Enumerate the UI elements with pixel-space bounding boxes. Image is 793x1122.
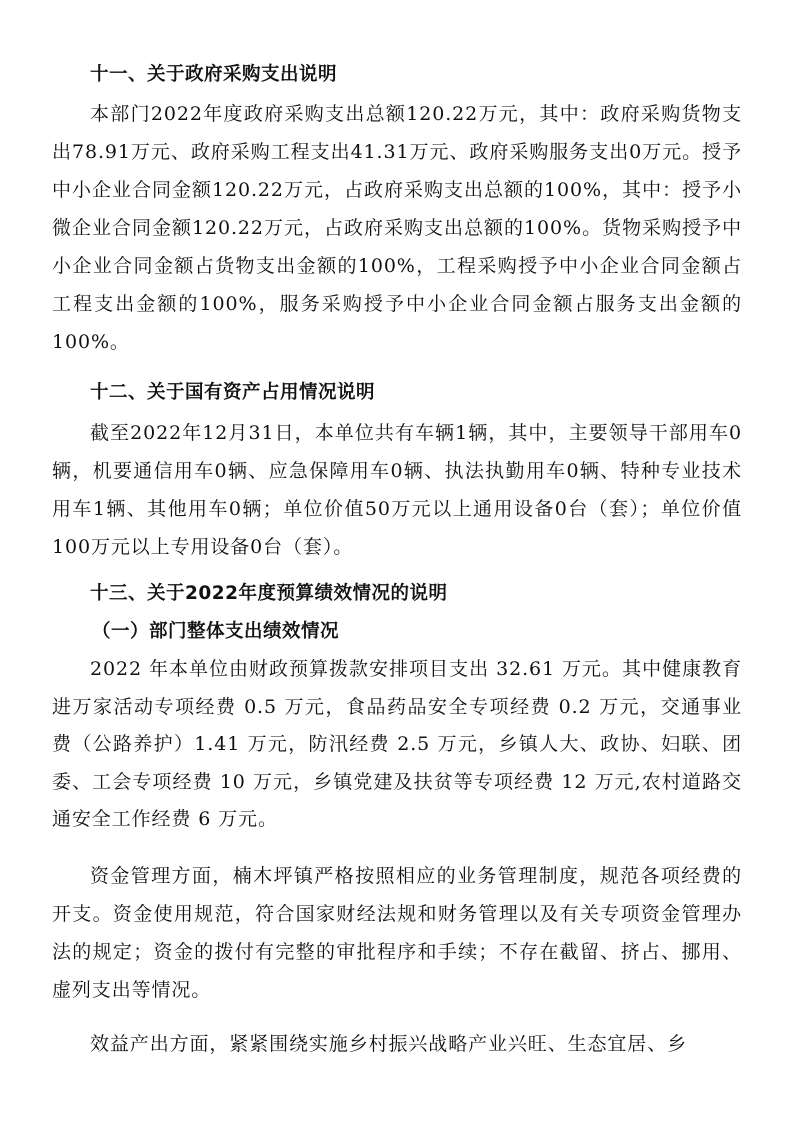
section-12-title: 十二、关于国有资产占用情况说明 [90,382,376,403]
section-13-title: 十三、关于2022年度预算绩效情况的说明 [90,583,448,604]
section-13-subtitle: （一）部门整体支出绩效情况 [92,621,340,642]
section-11-title: 十一、关于政府采购支出说明 [90,64,338,85]
section-13-paragraph-3: 效益产出方面，紧紧围绕实施乡村振兴战略产业兴旺、生态宜居、乡 [90,1033,688,1055]
section-12-paragraph: 截至2022年12月31日，本单位共有车辆1辆，其中，主要领导干部用车0辆，机要通信用车0辆、应急保障用车0辆、执法执勤用车0辆、特种专业技术用车1辆、其他用车0辆；单位价值50万元以上通用设备0台（套）；单位价值100万元以上专用设备0台（套）。 [52,422,742,558]
section-11-paragraph: 本部门2022年度政府采购支出总额120.22万元，其中：政府采购货物支出78.91万元、政府采购工程支出41.31万元、政府采购服务支出0万元。授予中小企业合同金额120.22万元，占政府采购支出总额的100%，其中：授予小微企业合同金额120.22万元，占政府采购支出总额的100%。货物采购授予中小企业合同金额占货物支出金额的100%，工程采购授予中小企业合同金额占工程支出金额的100%，服务采购授予中小企业合同金额占服务支出金额的100%。 [52,103,742,353]
section-13-paragraph-1: 2022 年本单位由财政预算拨款安排项目支出 32.61 万元。其中健康教育进万家活动专项经费 0.5 万元，食品药品安全专项经费 0.2 万元，交通事业费（公路养护）1.41 万元，防汛经费 2.5 万元，乡镇人大、政协、妇联、团委、工会专项经费 10 万元，乡镇党建及扶贫等专项经费 12 万元,农村道路交通安全工作经费 6 万元。 [52,658,742,830]
section-13-paragraph-2: 资金管理方面，楠木坪镇严格按照相应的业务管理制度，规范各项经费的开支。资金使用规范，符合国家财经法规和财务管理以及有关专项资金管理办法的规定；资金的拨付有完整的审批程序和手续；不存在截留、挤占、挪用、虚列支出等情况。 [52,865,742,1001]
